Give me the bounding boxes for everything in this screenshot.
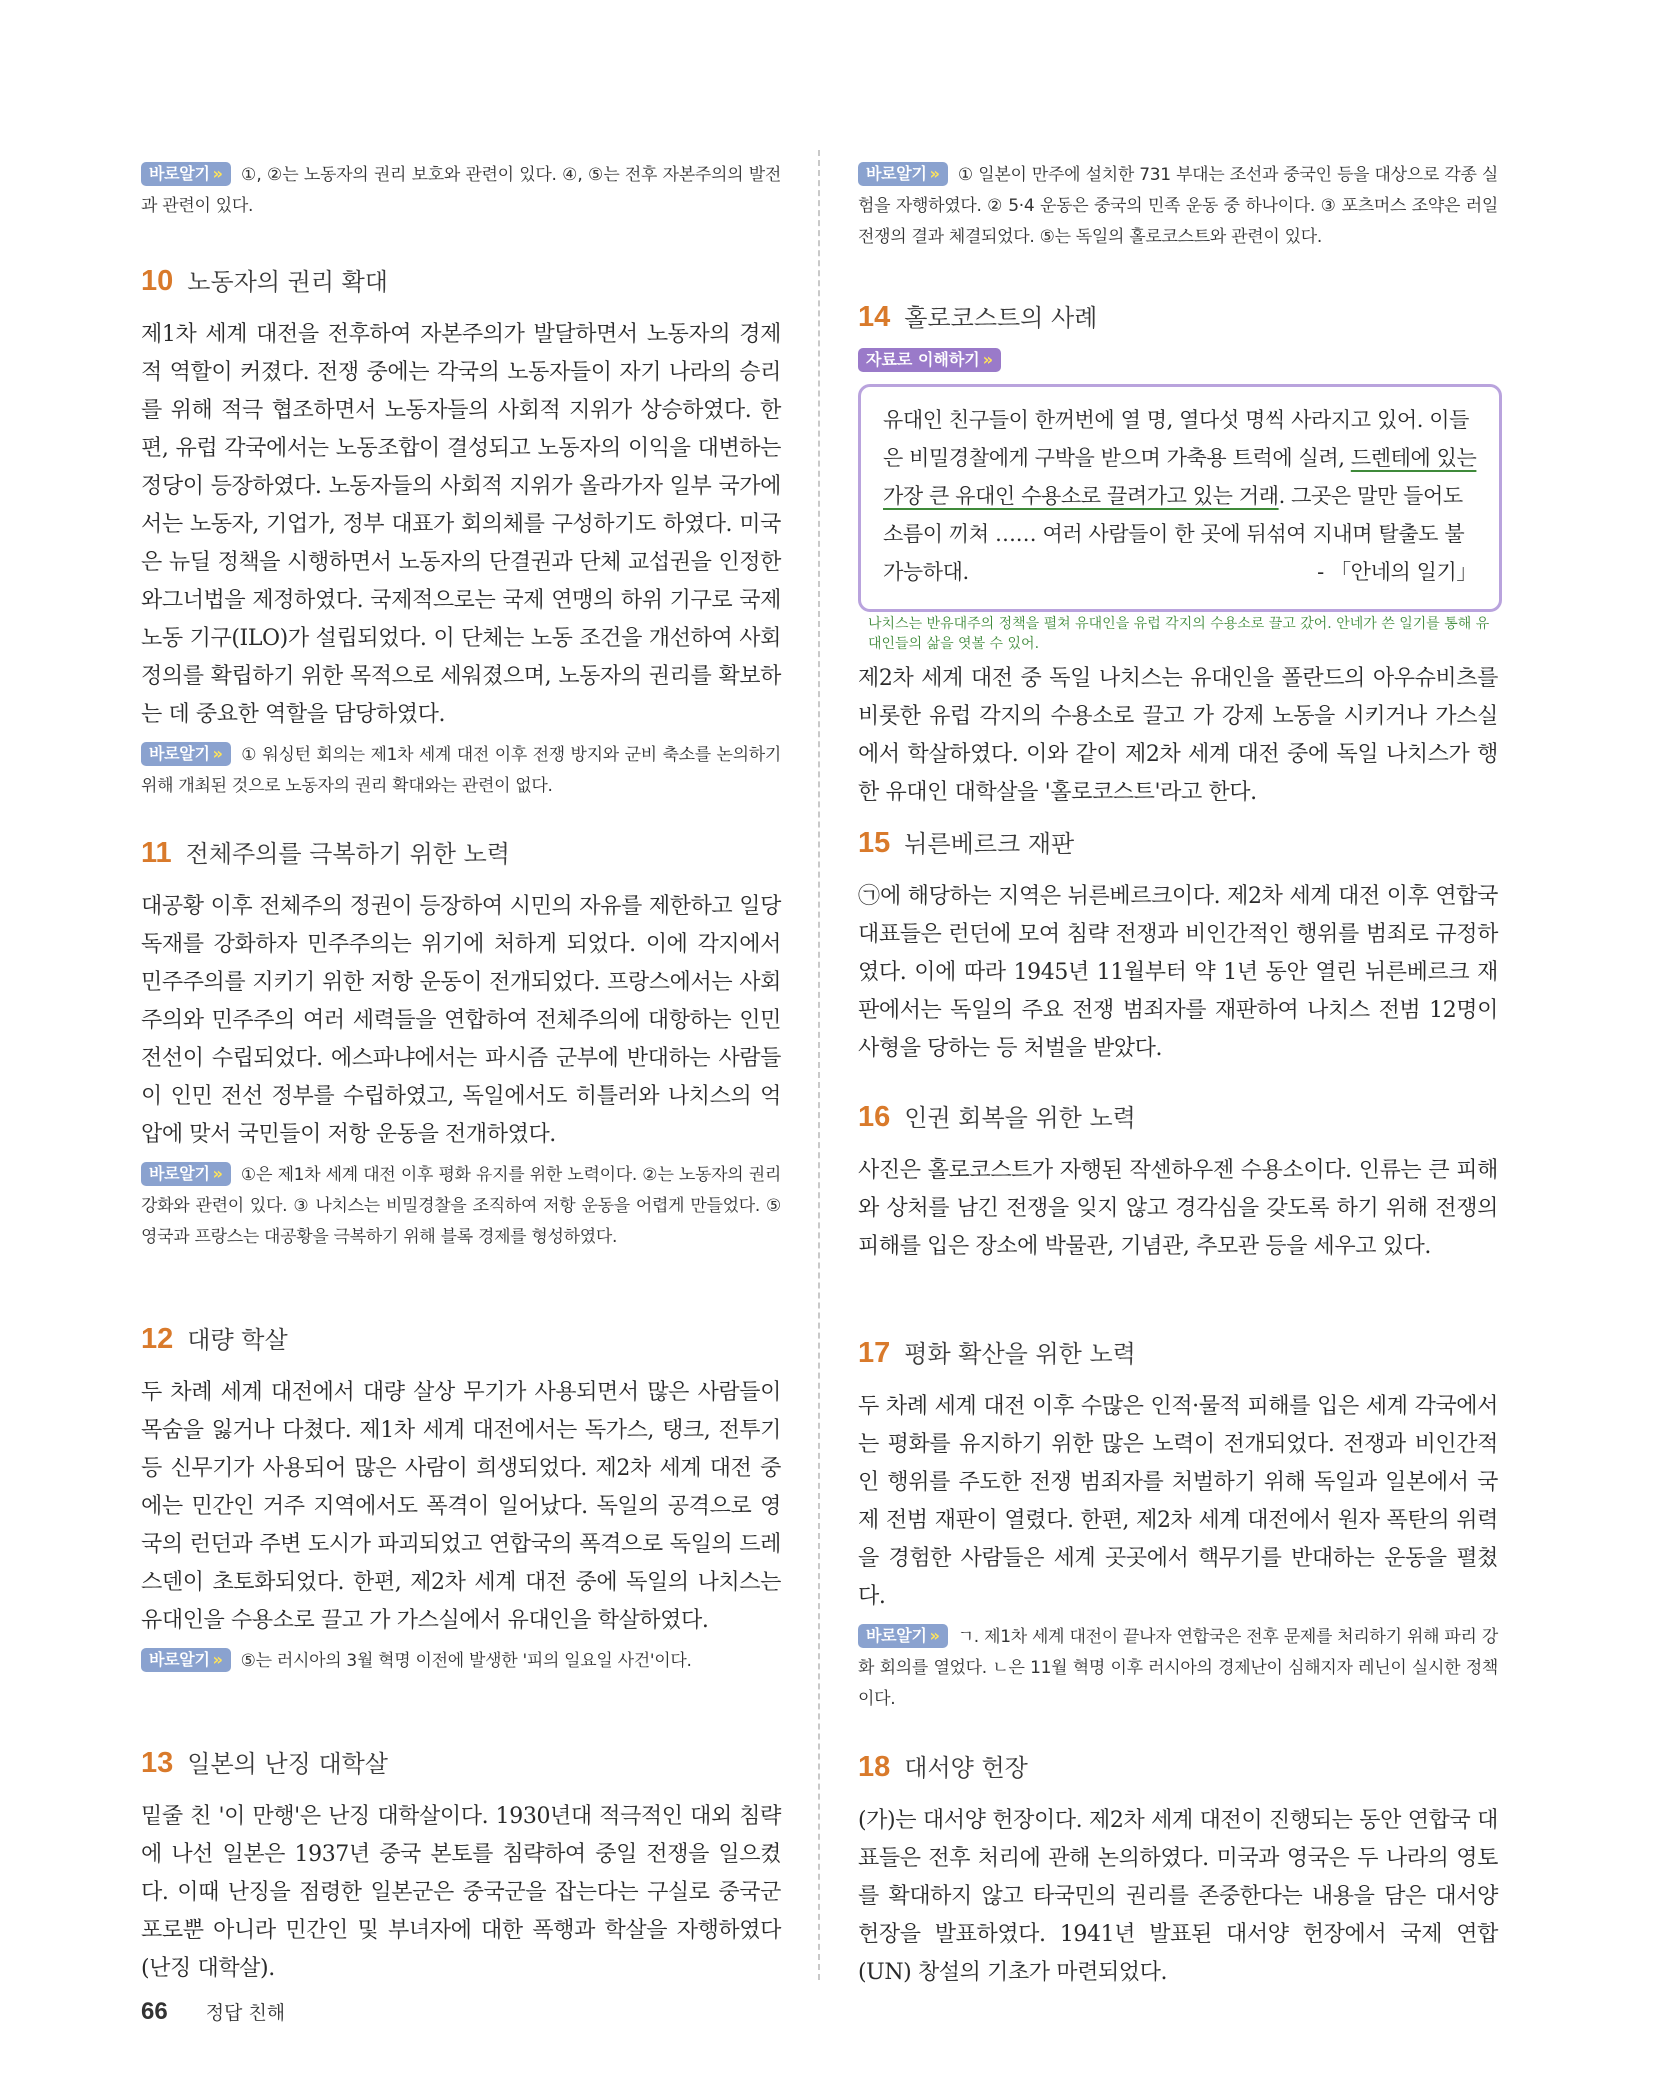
handwritten-annotation: 나치스는 반유대주의 정책을 펼쳐 유대인을 유럽 각지의 수용소로 끌고 갔어. 안네가 쓴 일기를 통해 유대인들의 삶을 엿볼 수 있어. <box>868 616 1490 652</box>
answer-badge: 바로알기 » <box>141 1162 231 1186</box>
answer-note: 바로알기 » ⑤는 러시아의 3월 혁명 이전에 발생한 '피의 일요일 사건'이다. <box>141 1646 781 1677</box>
section-18 <box>858 1748 1498 1992</box>
quote-source: - 「안네의 일기」 <box>1317 560 1477 584</box>
answer-badge: 바로알기 » <box>141 742 231 766</box>
answer-badge: 바로알기 » <box>141 1648 231 1672</box>
section-10 <box>141 262 781 802</box>
section-14 <box>858 298 1498 812</box>
section-number: 13 <box>141 1747 174 1779</box>
answer-note: 바로알기 » ①, ②는 노동자의 권리 보호와 관련이 있다. ④, ⑤는 전후 자본주의의 발전과 관련이 있다. <box>141 164 781 216</box>
section-title: 뉘른베르크 재판 <box>904 830 1075 858</box>
page-number: 66 <box>141 1998 168 2025</box>
section-title: 대서양 헌장 <box>904 1754 1028 1782</box>
section-number: 10 <box>141 265 174 297</box>
answer-badge: 바로알기 » <box>141 162 231 186</box>
section-body: 제2차 세계 대전 중 독일 나치스는 유대인을 폴란드의 아우슈비츠를 비롯한 유럽 각지의 수용소로 끌고 가 강제 노동을 시키거나 가스실에서 학살하였다. 이와 같이 제2차 세계 대전 중에 독일 나치스가 행한 유대인 대학살을 '홀로코스트'라고 한다. <box>858 666 1498 805</box>
section-number: 11 <box>141 837 172 869</box>
section-16 <box>858 1098 1498 1266</box>
source-badge: 자료로 이해하기 » <box>858 348 1001 372</box>
section-17 <box>858 1334 1498 1715</box>
page-footer <box>141 1998 285 2026</box>
section-title: 홀로코스트의 사례 <box>904 304 1098 332</box>
section-body: 대공황 이후 전체주의 정권이 등장하여 시민의 자유를 제한하고 일당 독재를 강화하자 민주주의는 위기에 처하게 되었다. 이에 각지에서 민주주의를 지키기 위한 저항 운동이 전개되었다. 프랑스에서는 사회주의와 민주주의 여러 세력들을 연합하여 전체주의에 대항하는 인민 전선이 수립되었다. 에스파냐에서는 파시즘 군부에 반대하는 사람들이 인민 전선 정부를 수립하였고, 독일에서도 히틀러와 나치스의 억압에 맞서 국민들이 저항 운동을 전개하였다. <box>141 894 781 1147</box>
section-body: (가)는 대서양 헌장이다. 제2차 세계 대전이 진행되는 동안 연합국 대표들은 전후 처리에 관해 논의하였다. 미국과 영국은 두 나라의 영토를 확대하지 않고 타국민의 권리를 존중한다는 내용을 담은 대서양 헌장을 발표하였다. 1941년 발표된 대서양 헌장에서 국제 연합(UN) 창설의 기초가 마련되었다. <box>858 1808 1498 1985</box>
section-number: 16 <box>858 1101 891 1133</box>
section-body: 제1차 세계 대전을 전후하여 자본주의가 발달하면서 노동자의 경제적 역할이 커졌다. 전쟁 중에는 각국의 노동자들이 자기 나라의 승리를 위해 적극 협조하면서 노동자들의 사회적 지위가 상승하였다. 한편, 유럽 각국에서는 노동조합이 결성되고 노동자의 이익을 대변하는 정당이 등장하였다. 노동자들의 사회적 지위가 올라가자 일부 국가에서는 노동자, 기업가, 정부 대표가 회의체를 구성하기도 하였다. 미국은 뉴딜 정책을 시행하면서 노동자의 단결권과 단체 교섭권을 인정한 와그너법을 제정하였다. 국제적으로는 국제 연맹의 하위 기구로 국제 노동 기구(ILO)가 설립되었다. 이 단체는 노동 조건을 개선하여 사회 정의를 확립하기 위한 목적으로 세워졌으며, 노동자의 권리를 확보하는 데 중요한 역할을 담당하였다. <box>141 322 781 727</box>
section-body: ㉠에 해당하는 지역은 뉘른베르크이다. 제2차 세계 대전 이후 연합국 대표들은 런던에 모여 침략 전쟁과 비인간적인 행위를 범죄로 규정하였다. 이에 따라 1945년 11월부터 약 1년 동안 열린 뉘른베르크 재판에서는 독일의 주요 전쟁 범죄자를 재판하여 나치스 전범 12명이 사형을 당하는 등 처벌을 받았다. <box>858 884 1498 1061</box>
section-body: 두 차례 세계 대전에서 대량 살상 무기가 사용되면서 많은 사람들이 목숨을 잃거나 다쳤다. 제1차 세계 대전에서는 독가스, 탱크, 전투기 등 신무기가 사용되어 많은 사람이 희생되었다. 제2차 세계 대전 중에는 민간인 거주 지역에서도 폭격이 일어났다. 독일의 공격으로 영국의 런던과 주변 도시가 파괴되었고 연합국의 폭격으로 독일의 드레스덴이 초토화되었다. 한편, 제2차 세계 대전 중에 독일의 나치스는 유대인을 수용소로 끌고 가 가스실에서 유대인을 학살하였다. <box>141 1380 781 1633</box>
section-body: 밑줄 친 '이 만행'은 난징 대학살이다. 1930년대 적극적인 대외 침략에 나선 일본은 1937년 중국 본토를 침략하여 중일 전쟁을 일으켰다. 이때 난징을 점령한 일본군은 중국군을 잡는다는 구실로 중국군 포로뿐 아니라 민간인 및 부녀자에 대한 폭행과 학살을 자행하였다(난징 대학살). <box>141 1804 781 1981</box>
quote-underline: 드렌테에 있는 가장 큰 유대인 수용소로 끌려가고 있는 거래 <box>883 446 1477 508</box>
answer-note: 바로알기 » ① 워싱턴 회의는 제1차 세계 대전 이후 전쟁 방지와 군비 축소를 논의하기 위해 개최된 것으로 노동자의 권리 확대와는 관련이 없다. <box>141 744 781 796</box>
section-number: 17 <box>858 1337 891 1369</box>
answer-note: 바로알기 » ①은 제1차 세계 대전 이후 평화 유지를 위한 노력이다. ②는 노동자의 권리 강화와 관련이 있다. ③ 나치스는 비밀경찰을 조직하여 저항 운동을 어렵게 만들었다. ⑤ 영국과 프랑스는 대공황을 극복하기 위해 블록 경제를 형성하였다. <box>141 1164 781 1247</box>
section-title: 평화 확산을 위한 노력 <box>904 1340 1136 1368</box>
section-12 <box>141 1320 781 1677</box>
answer-badge: 바로알기 » <box>858 162 948 186</box>
quote-text: 유대인 친구들이 한꺼번에 열 명, 열다섯 명씩 사라지고 있어. 이들은 비밀경찰에게 구박을 받으며 가축용 트럭에 실려, 드렌테에 있는 가장 큰 유대인 수용소로 끌려가고 있는 거래. 그곳은 말만 들어도 소름이 끼쳐 …… 여러 사람들이 한 곳에 뒤섞여 지내며 탈출도 불가능하대. - 「안네의 일기」 <box>883 401 1477 591</box>
section-title: 노동자의 권리 확대 <box>187 268 388 296</box>
section-11 <box>141 834 781 1253</box>
section-title: 인권 회복을 위한 노력 <box>904 1104 1136 1132</box>
answer-note: 바로알기 » ① 일본이 만주에 설치한 731 부대는 조선과 중국인 등을 대상으로 각종 실험을 자행하였다. ② 5·4 운동은 중국의 민족 운동 중 하나이다. ③ 포츠머스 조약은 러일 전쟁의 결과 체결되었다. ⑤는 독일의 홀로코스트와 관련이 있다. <box>858 164 1498 247</box>
footer-label: 정답 친해 <box>205 2002 286 2024</box>
right-top-note-block <box>858 160 1498 253</box>
section-number: 15 <box>858 827 891 859</box>
source-quote-box <box>858 384 1502 612</box>
column-divider <box>818 150 820 1980</box>
section-number: 18 <box>858 1751 891 1783</box>
section-body: 두 차례 세계 대전 이후 수많은 인적·물적 피해를 입은 세계 각국에서는 평화를 유지하기 위한 많은 노력이 전개되었다. 전쟁과 비인간적인 행위를 주도한 전쟁 범죄자를 처벌하기 위해 독일과 일본에서 국제 전범 재판이 열렸다. 한편, 제2차 세계 대전에서 원자 폭탄의 위력을 경험한 사람들은 세계 곳곳에서 핵무기를 반대하는 운동을 펼쳤다. <box>858 1394 1498 1609</box>
left-top-note-block <box>141 160 781 222</box>
answer-badge: 바로알기 » <box>858 1624 948 1648</box>
section-number: 14 <box>858 301 891 333</box>
section-body: 사진은 홀로코스트가 자행된 작센하우젠 수용소이다. 인류는 큰 피해와 상처를 남긴 전쟁을 잊지 않고 경각심을 갖도록 하기 위해 전쟁의 피해를 입은 장소에 박물관, 기념관, 추모관 등을 세우고 있다. <box>858 1158 1498 1259</box>
section-title: 전체주의를 극복하기 위한 노력 <box>185 840 510 868</box>
answer-note: 바로알기 » ㄱ. 제1차 세계 대전이 끝나자 연합국은 전후 문제를 처리하기 위해 파리 강화 회의를 열었다. ㄴ은 11월 혁명 이후 러시아의 경제난이 심해지자 레닌이 실시한 정책이다. <box>858 1626 1498 1709</box>
section-title: 일본의 난징 대학살 <box>187 1750 388 1778</box>
section-15 <box>858 824 1498 1068</box>
section-title: 대량 학살 <box>187 1326 288 1354</box>
section-13 <box>141 1744 781 1988</box>
section-number: 12 <box>141 1323 174 1355</box>
